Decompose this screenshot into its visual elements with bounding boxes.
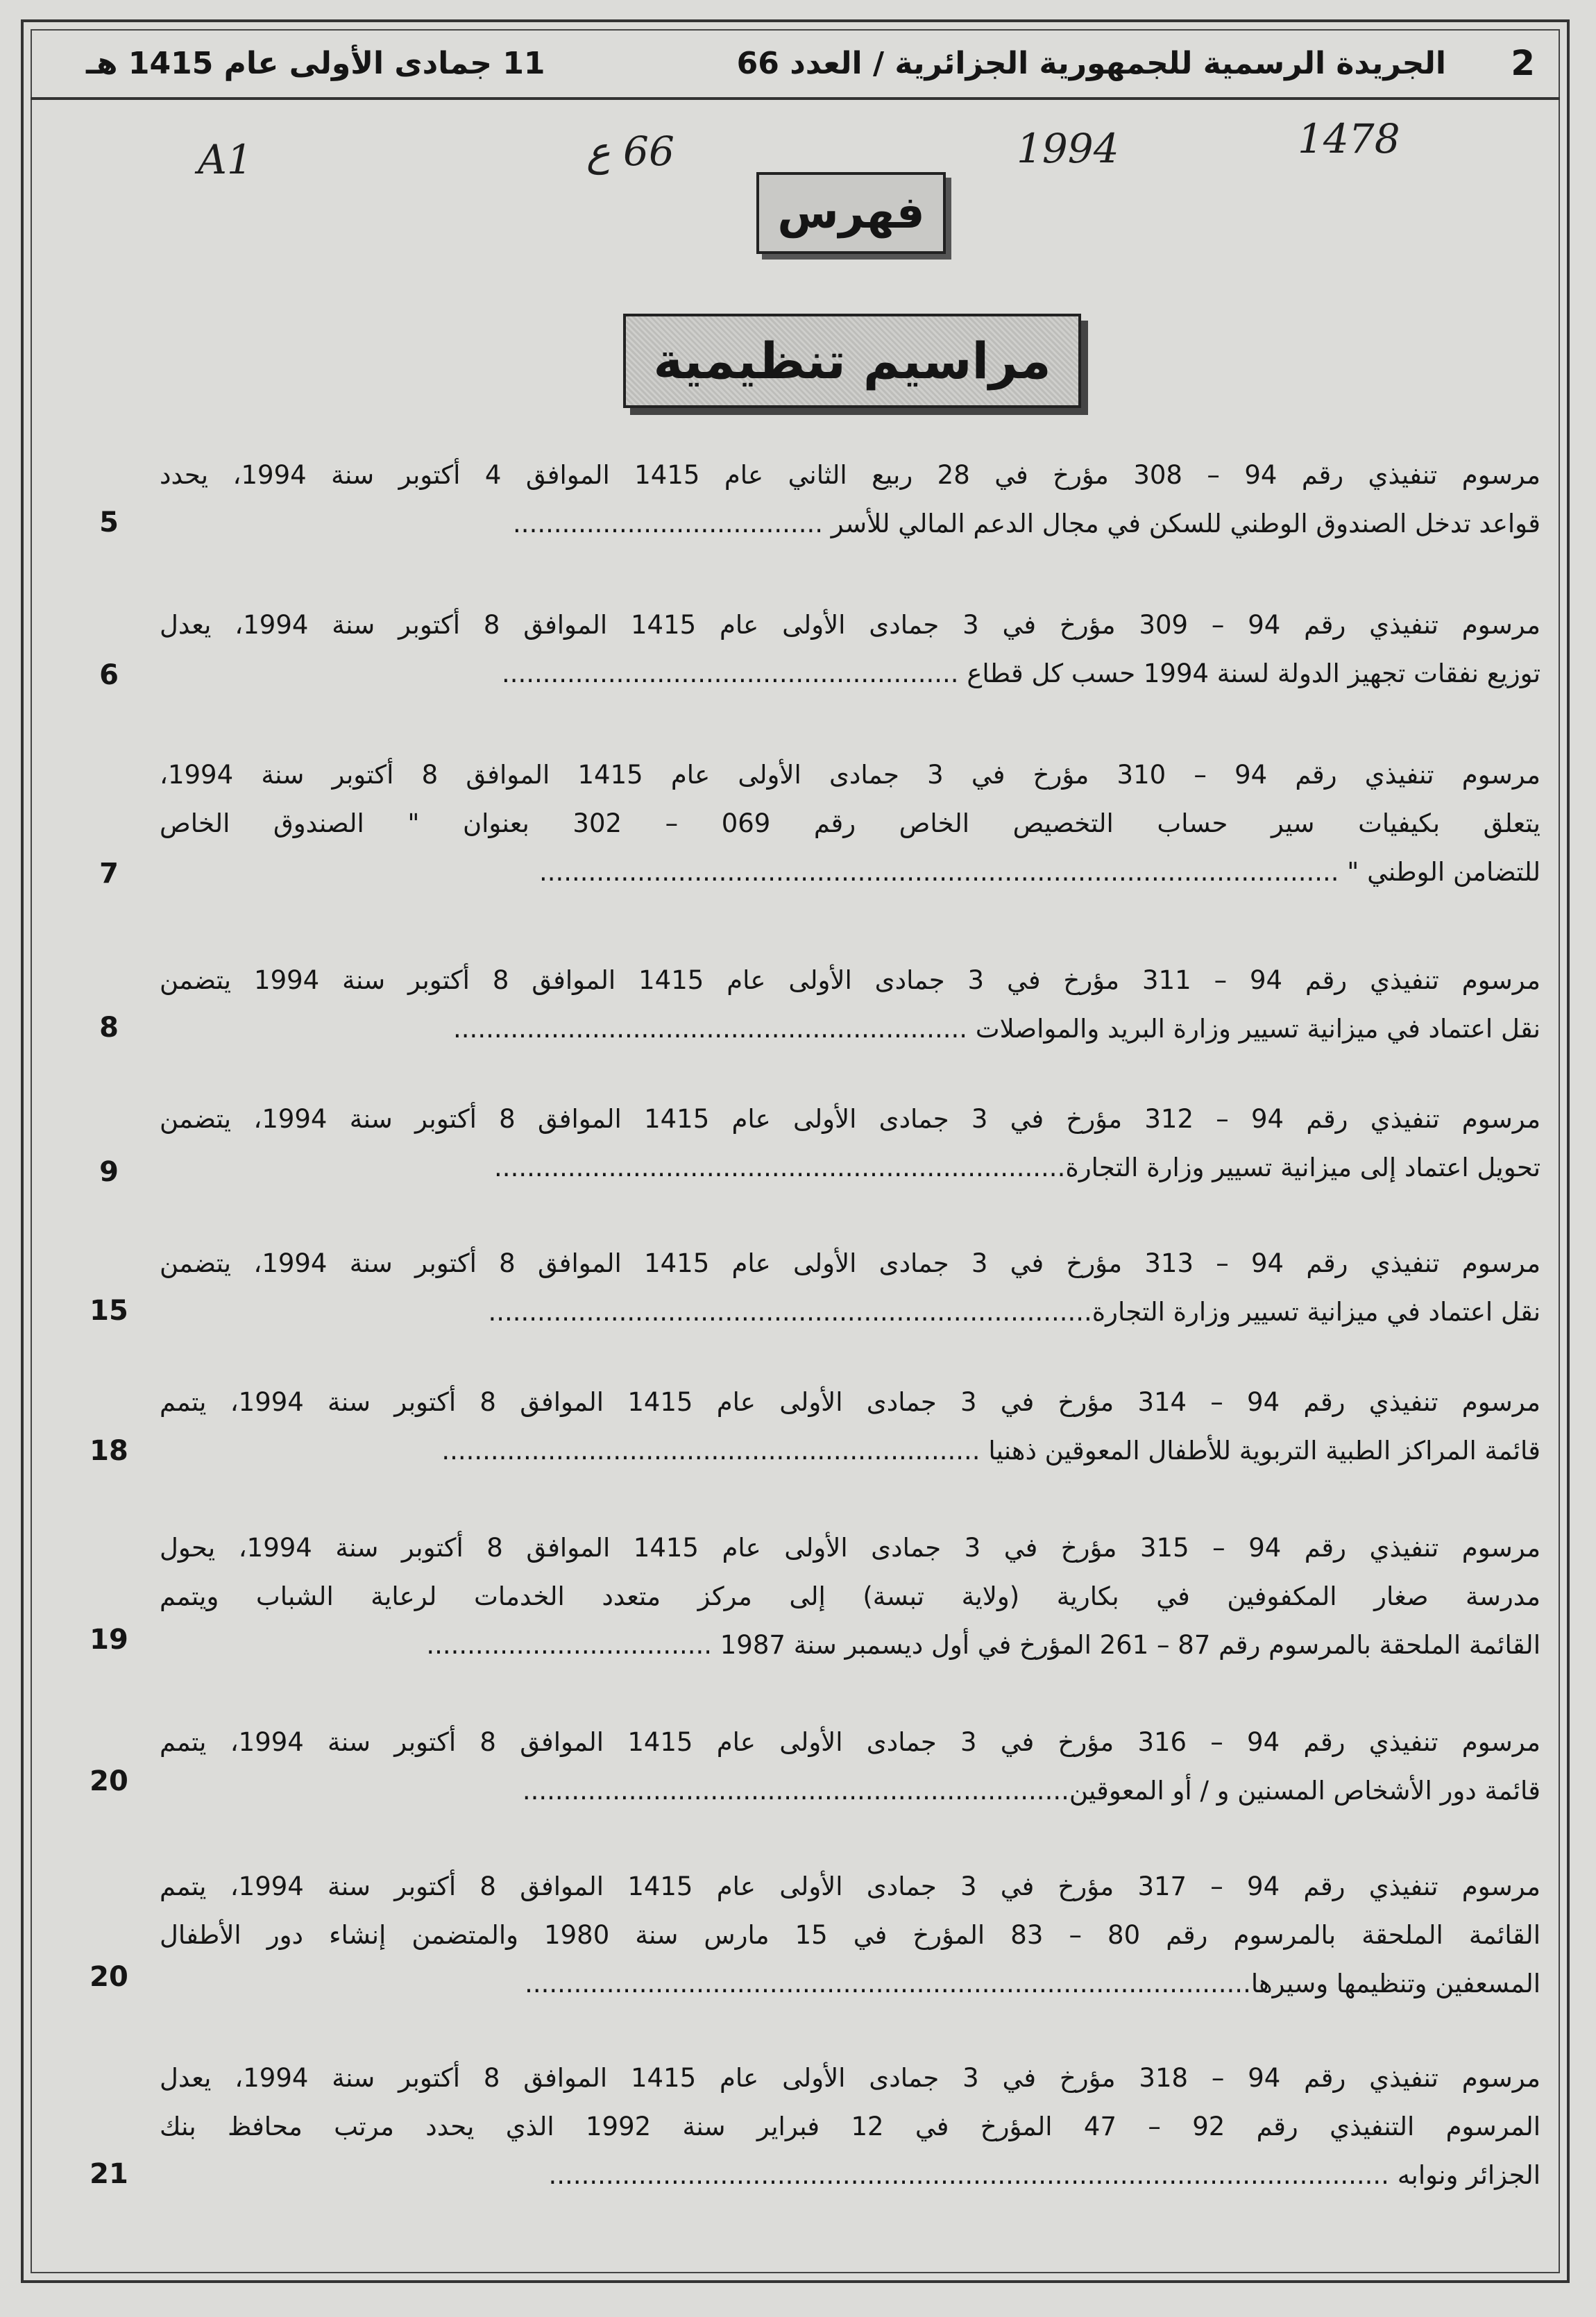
entry-page-number: 9 [99, 1156, 119, 1188]
entry-line: يتعلق بكيفيات سير حساب التخصيص الخاص رقم 069 – 302 بعنوان " الصندوق الخاص [160, 808, 1540, 838]
entry-line: مرسوم تنفيذي رقم 94 – 315 مؤرخ في 3 جمادى الأولى عام 1415 الموافق 8 أكتوبر سنة 1994، يحول [160, 1533, 1540, 1563]
entry-page-number: 20 [90, 1961, 128, 1993]
entry-page-number: 5 [99, 507, 119, 538]
entry-line: مرسوم تنفيذي رقم 94 – 310 مؤرخ في 3 جمادى الأولى عام 1415 الموافق 8 أكتوبر سنة 1994، [160, 760, 1540, 790]
entry-line: القائمة الملحقة بالمرسوم رقم 80 – 83 المؤرخ في 15 مارس سنة 1980 والمتضمن إنشاء دور الأطفال [160, 1920, 1540, 1950]
entry-line: نقل اعتماد في ميزانية تسيير وزارة التجارة.......................................................................... [488, 1297, 1540, 1327]
entry-line: قائمة دور الأشخاص المسنين و / أو المعوقين................................................................... [522, 1776, 1540, 1806]
entry-line: للتضامن الوطني " .................................................................................................. [538, 857, 1540, 887]
entry-line: مرسوم تنفيذي رقم 94 – 311 مؤرخ في 3 جمادى الأولى عام 1415 الموافق 8 أكتوبر سنة 1994 يتضمن [160, 965, 1540, 995]
entry-line: مرسوم تنفيذي رقم 94 – 316 مؤرخ في 3 جمادى الأولى عام 1415 الموافق 8 أكتوبر سنة 1994، يتمم [160, 1727, 1540, 1757]
entry-line: نقل اعتماد في ميزانية تسيير وزارة البريد والمواصلات ............................................................... [453, 1014, 1540, 1044]
entry-page-number: 21 [90, 2158, 128, 2190]
entry-line: القائمة الملحقة بالمرسوم رقم 87 – 261 المؤرخ في أول ديسمبر سنة 1987 ................................... [426, 1630, 1540, 1660]
toc-entry [160, 956, 1540, 1053]
toc-entry [160, 601, 1540, 698]
entry-line: مرسوم تنفيذي رقم 94 – 312 مؤرخ في 3 جمادى الأولى عام 1415 الموافق 8 أكتوبر سنة 1994، يتضمن [160, 1104, 1540, 1134]
entry-line: مرسوم تنفيذي رقم 94 – 314 مؤرخ في 3 جمادى الأولى عام 1415 الموافق 8 أكتوبر سنة 1994، يتمم [160, 1387, 1540, 1417]
entry-line: مرسوم تنفيذي رقم 94 – 313 مؤرخ في 3 جمادى الأولى عام 1415 الموافق 8 أكتوبر سنة 1994، يتضمن [160, 1248, 1540, 1278]
entry-line: مرسوم تنفيذي رقم 94 – 318 مؤرخ في 3 جمادى الأولى عام 1415 الموافق 8 أكتوبر سنة 1994، يعدل [160, 2063, 1540, 2093]
index-title: فهرس [756, 172, 946, 254]
entry-line: مدرسة صغار المكفوفين في بكارية (ولاية تبسة) إلى مركز متعدد الخدمات لرعاية الشباب ويتمم [160, 1581, 1540, 1611]
entry-line: مرسوم تنفيذي رقم 94 – 308 مؤرخ في 28 ربيع الثاني عام 1415 الموافق 4 أكتوبر سنة 1994، يحدد [160, 460, 1540, 490]
entry-line: الجزائر ونوابه ....................................................................................................... [548, 2160, 1540, 2190]
header-page-number: 2 [1511, 43, 1535, 83]
toc-entry [160, 2054, 1540, 2200]
entry-line: توزيع نفقات تجهيز الدولة لسنة 1994 حسب كل قطاع ........................................................ [501, 659, 1540, 688]
page-header [31, 31, 1560, 100]
handwritten-issue: 66 ع [586, 128, 674, 175]
entry-line: مرسوم تنفيذي رقم 94 – 317 مؤرخ في 3 جمادى الأولى عام 1415 الموافق 8 أكتوبر سنة 1994، يتمم [160, 1872, 1540, 1901]
toc-entry [160, 1095, 1540, 1192]
handwritten-ref: A1 [198, 136, 253, 183]
toc-entry [160, 451, 1540, 548]
entry-line: قائمة المراكز الطبية التربوية للأطفال المعوقين ذهنيا .................................................................. [441, 1436, 1540, 1466]
entry-page-number: 18 [90, 1435, 128, 1467]
entry-page-number: 6 [99, 659, 119, 691]
toc-entry [160, 1378, 1540, 1475]
entry-page-number: 15 [90, 1295, 128, 1327]
toc-entry [160, 1718, 1540, 1815]
toc-entry [160, 751, 1540, 897]
handwritten-number: 1478 [1298, 115, 1400, 162]
entry-line: المرسوم التنفيذي رقم 92 – 47 المؤرخ في 12 فبراير سنة 1992 الذي يحدد مرتب محافظ بنك [160, 2112, 1540, 2141]
entry-line: مرسوم تنفيذي رقم 94 – 309 مؤرخ في 3 جمادى الأولى عام 1415 الموافق 8 أكتوبر سنة 1994، يعدل [160, 610, 1540, 640]
toc-entry [160, 1239, 1540, 1336]
entry-page-number: 20 [90, 1765, 128, 1797]
handwritten-year: 1994 [1017, 125, 1119, 172]
entry-line: قواعد تدخل الصندوق الوطني للسكن في مجال الدعم المالي للأسر ...................................... [513, 509, 1540, 538]
entry-page-number: 8 [99, 1012, 119, 1044]
entry-line: المسعفين وتنظيمها وسيرها......................................................................................... [525, 1969, 1540, 1998]
entry-line: تحويل اعتماد إلى ميزانية تسيير وزارة التجارة...................................................................... [494, 1153, 1540, 1182]
header-gazette-title: الجريدة الرسمية للجمهورية الجزائرية / العدد 66 [736, 46, 1446, 81]
section-title: مراسيم تنظيمية [623, 314, 1081, 408]
header-hijri-date: 11 جمادى الأولى عام 1415 هـ [86, 46, 545, 81]
entry-page-number: 7 [99, 858, 119, 890]
entry-page-number: 19 [90, 1624, 128, 1656]
toc-entry [160, 1862, 1540, 2008]
toc-entry [160, 1524, 1540, 1670]
